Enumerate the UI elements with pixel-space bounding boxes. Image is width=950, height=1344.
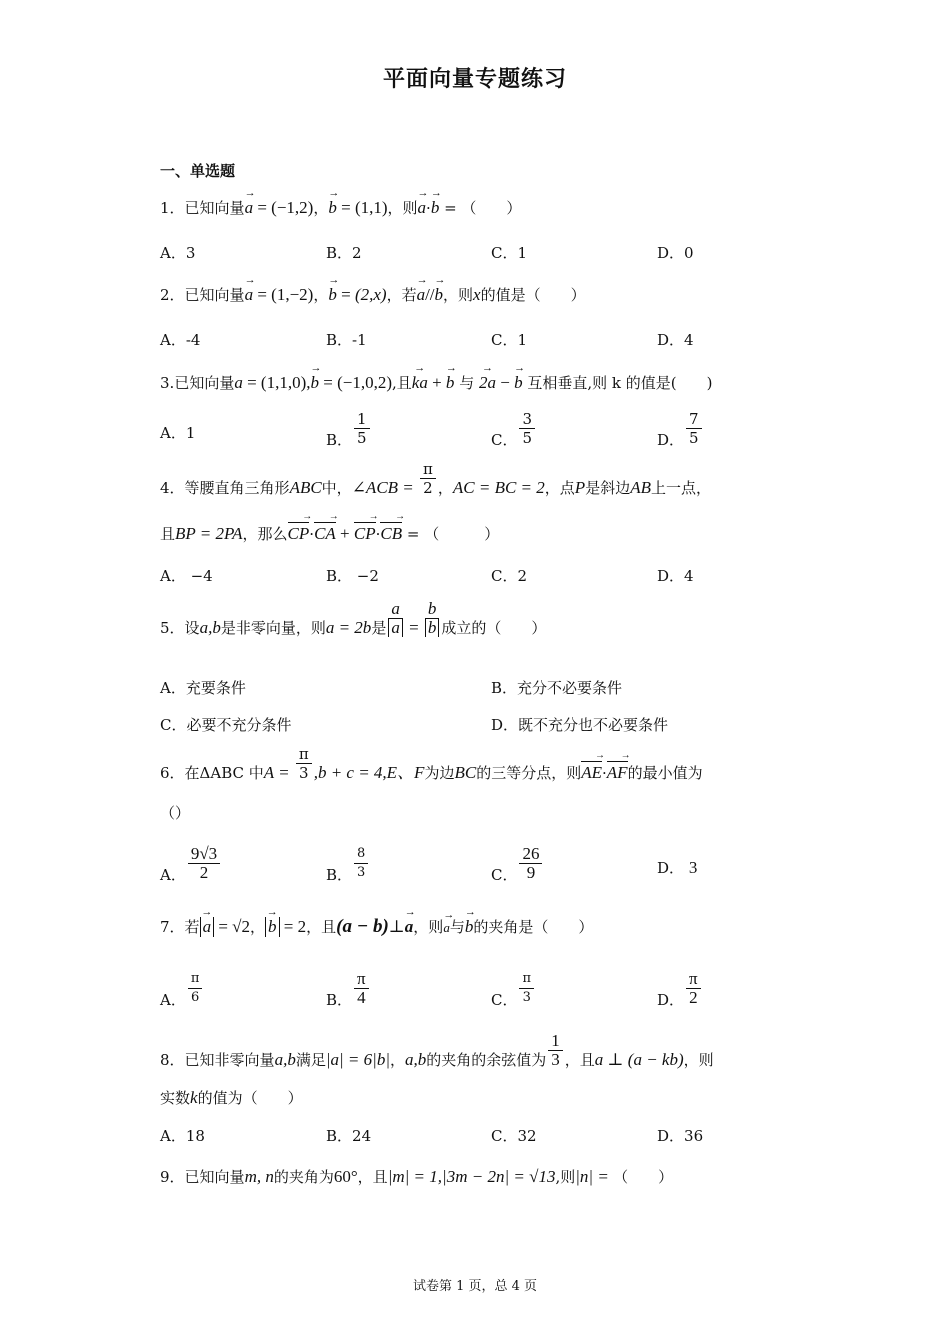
question-3: 3.已知向量a = (1,1,0),→ b = (−1,0,2),且→ ka + → b 与 → 2a − → b 互相垂直,则 k 的值是( ) (160, 372, 712, 393)
q3-option-d: D． $\frac{7}{5}$ (657, 410, 704, 447)
q8-option-b: B．24 (326, 1127, 372, 1145)
question-5: 5．设a,b是非零向量，则a = 2b是 $\frac{a}{a}$ = $\frac{b}{b}$ 成立的（ ） (160, 599, 547, 637)
question-7: 7．若→ a = √2，→ b = 2，且(a − b)⊥→ a，则→ a与→ b的夹角是（ ） (160, 916, 593, 938)
q2-option-a: A．-4 (160, 331, 201, 349)
question-4-line-2: 且BP = 2PA，那么CP →·CA → + CP →·CB → = （ ） (160, 522, 499, 544)
q4-option-d: D．4 (657, 567, 694, 585)
q5-option-c: C．必要不充分条件 (160, 716, 292, 734)
question-4: 4．等腰直角三角形ABC中，∠ACB = $\frac{\pi}{2}$ ，AC = BC = 2，点P是斜边AB上一点， (160, 460, 711, 497)
question-8-line-2: 实数k的值为（ ） (160, 1088, 303, 1107)
question-2: 2．已知向量→ a = (1,−2)，→ b = (2,x)，若→ a//→ b，则x的值是（ ） (160, 284, 586, 305)
q8-option-a: A．18 (160, 1127, 205, 1145)
q4-option-a: A． −4 (160, 567, 213, 585)
q5-option-a: A．充要条件 (160, 679, 246, 697)
page-footer: 试卷第 1 页，总 4 页 (412, 1279, 538, 1294)
q3-option-c: C． $\frac{3}{5}$ (491, 410, 537, 447)
q6-option-a: A． $\frac{9√3}{2}$ (160, 845, 222, 882)
q5-option-b: B．充分不必要条件 (491, 679, 623, 697)
q2-option-c: C．1 (491, 331, 528, 349)
q1-option-a: A．3 (160, 244, 196, 262)
q7-option-d: D． $\frac{\pi}{2}$ (657, 970, 703, 1007)
q1-option-b: B．2 (326, 244, 362, 262)
q2-option-b: B．-1 (326, 331, 367, 349)
q5-option-d: D．既不充分也不必要条件 (491, 716, 669, 734)
q6-option-b: B． $\frac{8}{3}$ (326, 845, 370, 882)
q6-option-c: C． $\frac{26}{9}$ (491, 845, 544, 882)
q4-option-c: C．2 (491, 567, 528, 585)
q3-option-a: A．1 (160, 424, 196, 442)
q7-option-b: B． $\frac{\pi}{4}$ (326, 970, 371, 1007)
q7-option-c: C． $\frac{\pi}{3}$ (491, 970, 536, 1007)
q3-option-b: B． $\frac{1}{5}$ (326, 410, 372, 447)
question-6: 6．在ΔABC 中A = $\frac{\pi}{3}$ ,b + c = 4,E、F为边BC的三等分点，则AE →·AF →的最小值为 (160, 745, 703, 782)
question-1: 1．已知向量→ a = (−1,2)，→ b = (1,1)，则→ a·→ b = （ ） (160, 197, 521, 218)
question-6-line-2: （） (160, 804, 191, 822)
q2-option-d: D．4 (657, 331, 694, 349)
q1-option-c: C．1 (491, 244, 528, 262)
q8-option-c: C．32 (491, 1127, 537, 1145)
page-title: 平面向量专题练习 (382, 67, 567, 92)
question-9: 9．已知向量m, n的夹角为60°，且|m| = 1,|3m − 2n| = √13,则|n| = （ ） (160, 1167, 674, 1186)
q1-option-d: D．0 (657, 244, 694, 262)
question-8: 8．已知非零向量a,b满足|a| = 6|b|，a,b的夹角的余弦值为 $\frac{1}{3}$ ，且a ⊥ (a − kb)，则 (160, 1031, 714, 1069)
q7-option-a: A． $\frac{\pi}{6}$ (160, 970, 204, 1007)
q4-option-b: B． −2 (326, 567, 379, 585)
q6-option-d: D． 3 (657, 858, 698, 877)
section-heading: 一、单选题 (160, 162, 236, 180)
q8-option-d: D．36 (657, 1127, 704, 1145)
